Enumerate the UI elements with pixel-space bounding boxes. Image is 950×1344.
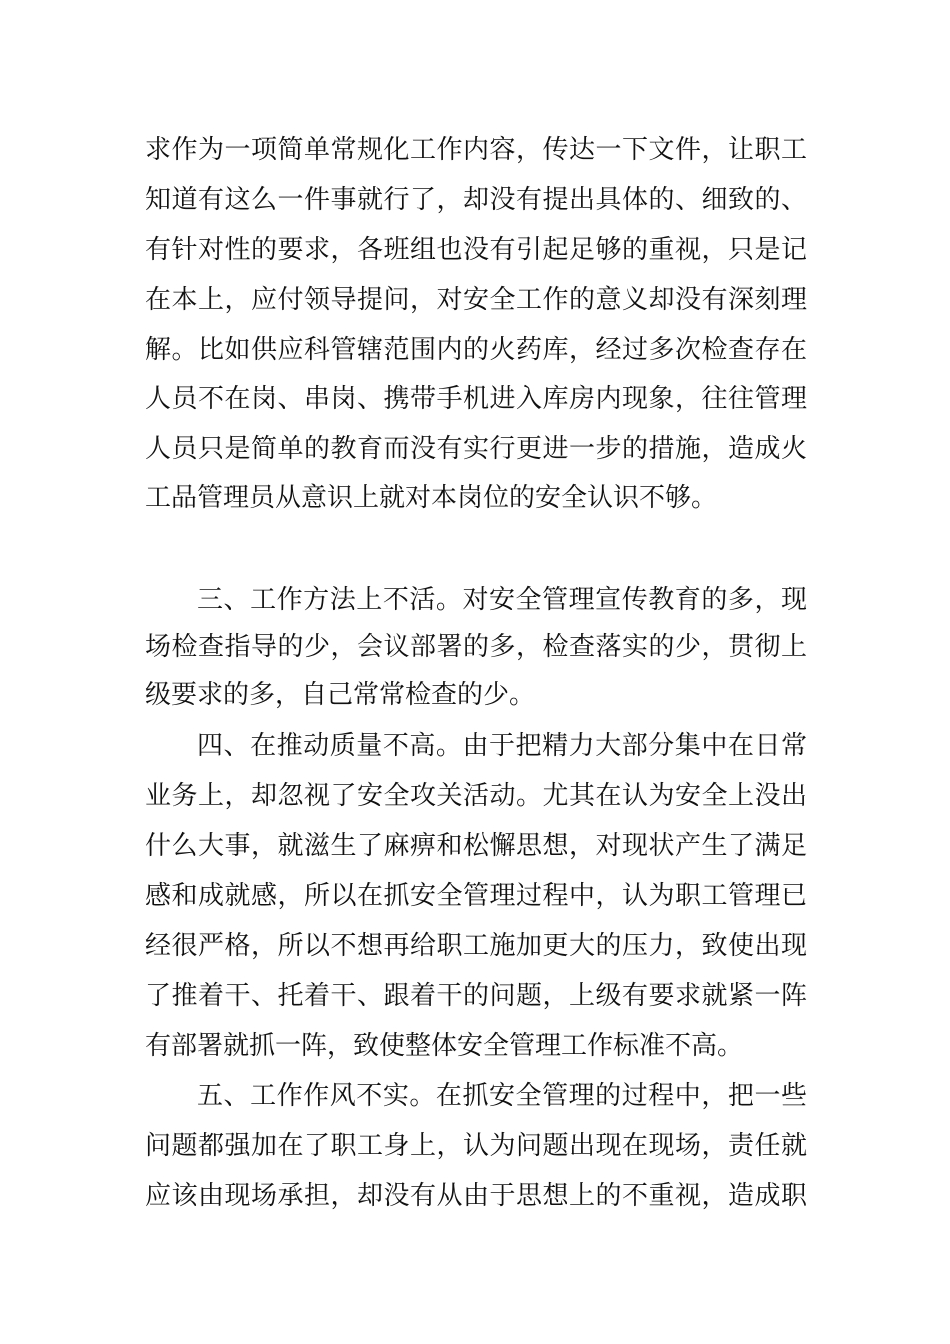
text-line: 有部署就抓一阵，致使整体安全管理工作标准不高。 xyxy=(145,1031,744,1061)
text-line: 什么大事，就滋生了麻痹和松懈思想，对现状产生了满足 xyxy=(145,831,807,861)
text-line: 感和成就感，所以在抓安全管理过程中，认为职工管理已 xyxy=(145,881,807,911)
paragraph-four-first-line: 四、在推动质量不高。由于把精力大部分集中在日常 xyxy=(197,731,807,761)
text-line: 解。比如供应科管辖范围内的火药库，经过多次检查存在 xyxy=(145,335,807,365)
text-line: 了推着干、托着干、跟着干的问题，上级有要求就紧一阵 xyxy=(145,981,807,1011)
text-line: 知道有这么一件事就行了，却没有提出具体的、细致的、 xyxy=(145,185,807,215)
text-line: 业务上，却忽视了安全攻关活动。尤其在认为安全上没出 xyxy=(145,781,807,811)
text-line: 人员不在岗、串岗、携带手机进入库房内现象，往往管理 xyxy=(145,384,807,414)
text-line: 人员只是简单的教育而没有实行更进一步的措施，造成火 xyxy=(145,434,807,464)
paragraph-three-first-line: 三、工作方法上不活。对安全管理宣传教育的多，现 xyxy=(197,585,807,615)
text-line: 问题都强加在了职工身上，认为问题出现在现场，责任就 xyxy=(145,1131,807,1161)
text-line: 求作为一项简单常规化工作内容，传达一下文件，让职工 xyxy=(145,135,807,165)
text-line: 在本上，应付领导提问，对安全工作的意义却没有深刻理 xyxy=(145,285,807,315)
text-line: 工品管理员从意识上就对本岗位的安全认识不够。 xyxy=(145,483,718,513)
text-line: 有针对性的要求，各班组也没有引起足够的重视，只是记 xyxy=(145,235,807,265)
text-line: 场检查指导的少，会议部署的多，检查落实的少，贯彻上 xyxy=(145,632,807,662)
paragraph-five-first-line: 五、工作作风不实。在抓安全管理的过程中，把一些 xyxy=(197,1081,807,1111)
text-line: 级要求的多，自己常常检查的少。 xyxy=(145,680,536,710)
text-line: 经很严格，所以不想再给职工施加更大的压力，致使出现 xyxy=(145,931,807,961)
text-line: 应该由现场承担，却没有从由于思想上的不重视，造成职 xyxy=(145,1181,807,1211)
